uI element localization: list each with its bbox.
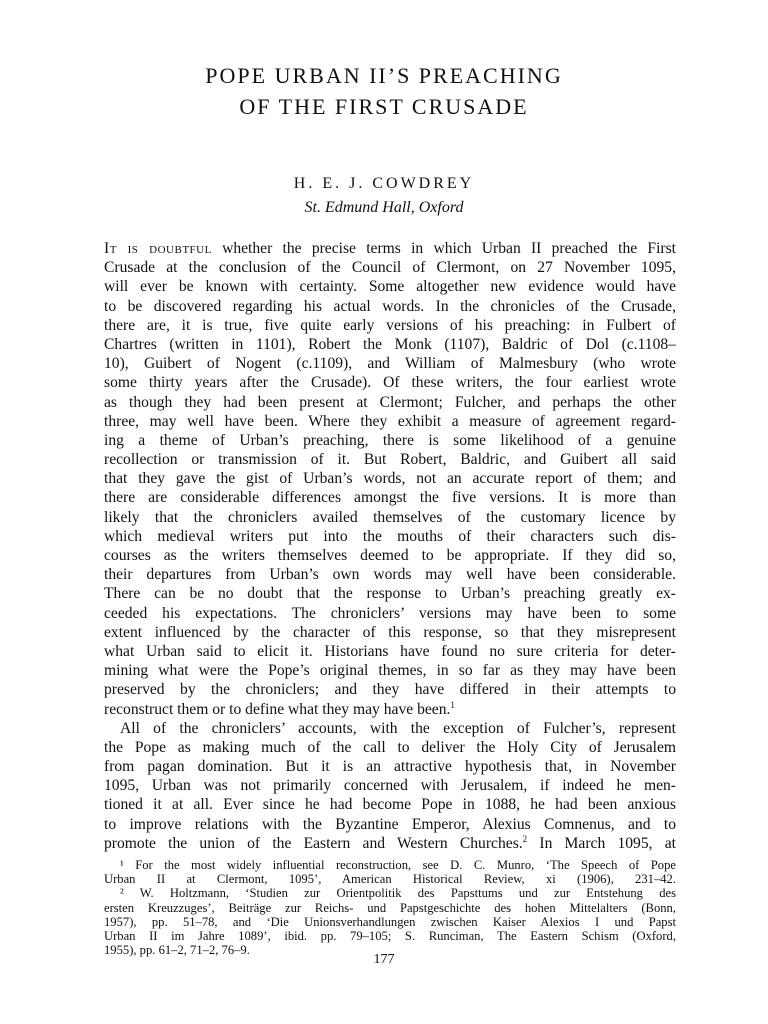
body-line-text: whether the precise terms in which Urban II preached the First — [211, 240, 676, 257]
body-line: 10), Guibert of Nogent (c.1109), and William of Malmesbury (who wrote — [104, 355, 676, 373]
body-line: there are considerable differences amongst the five versions. It is more than — [104, 489, 676, 507]
body-line: there are, it is true, five quite early versions of his preaching: in Fulbert of — [104, 316, 676, 334]
page-number: 177 — [373, 952, 395, 967]
footnote-line: Urban II im Jahre 1089’, ibid. pp. 79–105; S. Runciman, The Eastern Schism (Oxford, — [104, 928, 676, 943]
body-line: recollection or transmission of it. But Robert, Baldric, and Guibert all said — [104, 451, 676, 469]
footnote-line: 1957), pp. 51–78, and ‘Die Unionsverhandlungen zwischen Kaiser Alexios I und Papst — [104, 914, 676, 929]
footnote-line: ersten Kreuzzuges’, Beiträge zur Reichs- und Papstgeschichte des hohen Mittelalters (Bonn, — [104, 900, 676, 915]
body-line: Chartres (written in 1101), Robert the Monk (1107), Baldric of Dol (c.1108– — [104, 335, 676, 353]
lead-in-smallcaps: It is doubtful — [104, 240, 212, 257]
footnote-line: Urban II at Clermont, 1095’, American Historical Review, xi (1906), 231–42. — [104, 872, 676, 887]
body-line: to improve relations with the Byzantine Emperor, Alexius Comnenus, and to — [104, 815, 676, 833]
body-line: ing a theme of Urban’s preaching, there is some likelihood of a genuine — [104, 431, 676, 449]
author-name: H. E. J. COWDREY — [293, 175, 475, 192]
footnote-line: ² W. Holtzmann, ‘Studien zur Orientpolitik des Papsttums und zur Entstehung des — [120, 886, 676, 901]
footnotes — [104, 858, 676, 957]
body-line — [104, 239, 676, 258]
body-line: the Pope as making much of the call to deliver the Holy City of Jerusalem — [104, 738, 676, 756]
body-line: what Urban said to elicit it. Historians have found no sure criteria for deter- — [104, 642, 676, 660]
footnote-line: ¹ For the most widely influential reconstruction, see D. C. Munro, ‘The Speech of Pope — [120, 858, 676, 872]
body-line: mining what were the Pope’s original themes, in so far as they may have been — [104, 662, 676, 680]
body-line: 1095, Urban was not primarily concerned with Jerusalem, if indeed he men- — [104, 777, 676, 795]
footnote-ref-1[interactable]: 1 — [450, 699, 455, 710]
body-line: from pagan domination. But it is an attractive hypothesis that, in November — [104, 758, 676, 776]
body-line: will ever be known with certainty. Some altogether new evidence would have — [104, 278, 676, 296]
body-line-text: reconstruct them or to define what they may have been. — [104, 700, 451, 718]
body-line: that they gave the gist of Urban’s words, not an accurate report of them; and — [104, 470, 676, 488]
body-line: All of the chroniclers’ accounts, with the exception of Fulcher’s, represent — [120, 719, 676, 737]
body-line: three, may well have been. Where they exhibit a measure of agreement regard- — [104, 412, 676, 430]
body-line — [104, 834, 676, 853]
body-line — [104, 700, 676, 719]
body-line: some thirty years after the Crusade). Of these writers, the four earliest wrote — [104, 374, 676, 392]
title-line-1: POPE URBAN II’S PREACHING — [205, 63, 563, 88]
article-body — [104, 239, 676, 853]
title-line-2: OF THE FIRST CRUSADE — [239, 94, 529, 119]
body-line: tioned it at all. Ever since he had become Pope in 1088, he had been anxious — [104, 796, 676, 814]
footnote-line: 1955), pp. 61–2, 71–2, 76–9. — [104, 943, 250, 958]
body-line-text: promote the union of the Eastern and Western Churches. — [104, 834, 523, 852]
author-affiliation: St. Edmund Hall, Oxford — [304, 199, 464, 216]
body-line: their departures from Urban’s own words may well have been considerable. — [104, 566, 676, 584]
body-line-text: In March 1095, at — [527, 834, 676, 852]
body-line: likely that the chroniclers availed themselves of the customary licence by — [104, 508, 676, 526]
body-line: Crusade at the conclusion of the Council of Clermont, on 27 November 1095, — [104, 259, 676, 277]
body-line: courses as the writers themselves deemed to be appropriate. If they did so, — [104, 547, 676, 564]
body-line: preserved by the chroniclers; and they have differed in their attempts to — [104, 681, 676, 699]
body-line: as though they had been present at Clermont; Fulcher, and perhaps the other — [104, 393, 676, 411]
body-line: to be discovered regarding his actual words. In the chronicles of the Crusade, — [104, 297, 676, 315]
body-line: ceeded his expectations. The chroniclers’ versions may have been to some — [104, 604, 676, 622]
body-line: There can be no doubt that the response to Urban’s preaching greatly ex- — [104, 585, 676, 603]
body-line: extent influenced by the character of this response, so that they misrepresent — [104, 623, 676, 641]
article-title — [100, 60, 668, 122]
footnote-ref-2[interactable]: 2 — [522, 833, 528, 844]
body-line: which medieval writers put into the mouths of their characters such dis- — [104, 527, 676, 545]
